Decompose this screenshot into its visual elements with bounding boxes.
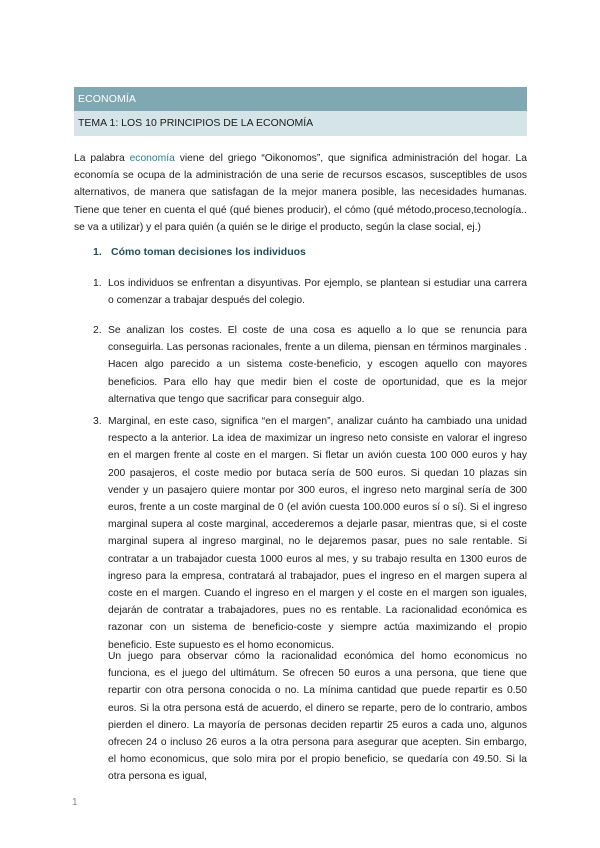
intro-text-after: viene del griego “Oikonomos”, que significa administración del hogar. La economía se ocupa de la administración de una serie de recursos escasos, susceptibles de usos alternativos, de manera que satisfagan de la mejor manera posible, las necesidades humanas. Tiene que tener en cuenta el qué (qué bienes producir), el cómo (qué método,proceso,tecnología.. se va a utilizar) y el para quién (a quién se le dirige el producto, según la clase social, ej.): [74, 153, 527, 233]
list-item-text: Se analizan los costes. El coste de una cosa es aquello a lo que se renuncia para conseguirla. Las personas racionales, frente a un dilema, piensan en términos marginales . Hacen algo parecido a un sistema coste-beneficio, y escogen aquello con mayores beneficios. Para ello hay que medir bien el coste de oportunidad, que es la mejor alternativa que tengo que sacrificar para conseguir algo.: [108, 325, 527, 405]
list-item: [93, 413, 527, 654]
section-number: 1.: [93, 246, 102, 258]
list-item: [93, 322, 527, 408]
section-heading: [93, 244, 306, 261]
list-item-number: 3.: [93, 416, 102, 427]
intro-text-before: La palabra: [74, 153, 130, 164]
list-item: [93, 275, 527, 309]
list-item-text: Marginal, en este caso, significa “en el margen”, analizar cuánto ha cambiado una unidad respecto a la anterior. La idea de maximizar un ingreso neto consiste en valorar el ingreso en el margen frente al coste en el margen. Si fletar un avión cuesta 100 000 euros y hay 200 pasajeros, el coste medio por butaca sería de 500 euros. Si quedan 10 plazas sin vender y un pasajero quiere montar por 300 euros, el ingreso neto marginal sería de 300 euros, frente a un coste marginal de 0 (el avión cuesta 100.000 euros sí o sí). Si el ingreso marginal supera al coste marginal, accederemos a dejarle pasar, mientras que, si el coste marginal supera al ingreso marginal, no le dejaremos pasar, pues no sale rentable. Si contratar a un trabajador cuesta 1000 euros al mes, y su trabajo resulta en 1300 euros de ingreso para la empresa, contratará al trabajador, pues el ingreso en el margen supera al coste en el margen. Cuando el ingreso en el margen y el coste en el margen son iguales, dejarán de contratar a trabajadores, pues no es rentable. La racionalidad económica es razonar con un sistema de beneficio-coste y siempre actúa maximizando el propio beneficio. Este supuesto es el homo economicus.: [108, 416, 527, 651]
subject-banner: ECONOMÍA: [74, 87, 527, 111]
section-title: Cómo toman decisiones los individuos: [111, 246, 306, 258]
topic-banner: TEMA 1: LOS 10 PRINCIPIOS DE LA ECONOMÍA: [74, 111, 527, 136]
list-item-text: Los individuos se enfrentan a disyuntivas. Por ejemplo, se plantean si estudiar una carrera o comenzar a trabajar después del colegio.: [108, 278, 527, 307]
page-number: 1: [72, 797, 78, 808]
intro-paragraph: [74, 150, 527, 236]
keyword-economia: economía: [129, 153, 175, 164]
list-item-number: 2.: [93, 325, 102, 336]
list-item-number: 1.: [93, 278, 102, 289]
ultimatum-paragraph: Un juego para observar cómo la racionalidad económica del homo economicus no funciona, es el juego del ultimátum. Se ofrecen 50 euros a una persona, que tiene que repartir con otra persona conocida o no. La mínima cantidad que puede repartir es 0.50 euros. Si la otra persona está de acuerdo, el dinero se reparte, pero de lo contrario, ambos pierden el dinero. La mayoría de personas deciden repartir 25 euros a cada uno, algunos ofrecen 24 o incluso 26 euros a la otra persona para asegurar que acepten. Sin embargo, el homo economicus, que solo mira por el propio beneficio, se quedaría con 49.50. Si la otra persona es igual,: [108, 651, 527, 783]
